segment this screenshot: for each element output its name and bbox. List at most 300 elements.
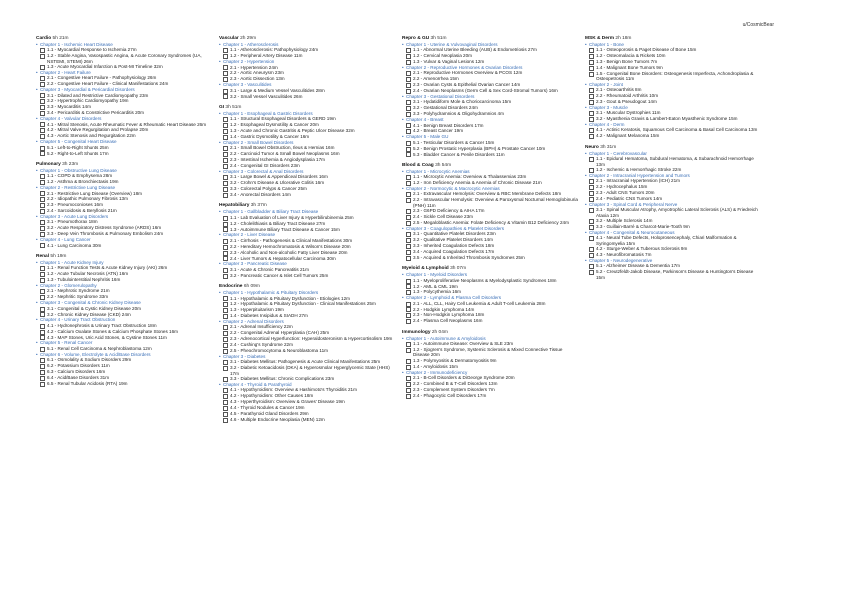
chapter-title: Chapter 1 - Autoimmune & Amyloidosis [406, 335, 486, 341]
system-duration: 5h 21m [52, 36, 69, 41]
lesson-title: 2.1 - ALL, CLL, Hairy Cell Leukemia & Adult T-cell Leukemia 28m [413, 300, 546, 306]
lesson-title: 1.1 - Abnormal Uterine Bleeding (AUB) & Endometriosis 27m [413, 47, 537, 53]
checkbox[interactable] [40, 226, 45, 231]
bullet-icon: • [36, 87, 38, 93]
checkbox[interactable] [223, 337, 228, 342]
lesson-title: 2.2 - Amenorrhea 15m [413, 76, 459, 82]
checkbox[interactable] [40, 266, 45, 271]
chapter-title: Chapter 2 - Restrictive Lung Disease [40, 185, 116, 191]
checkbox[interactable] [223, 308, 228, 313]
bullet-icon: • [219, 319, 221, 325]
checkbox[interactable] [589, 48, 594, 53]
checkbox[interactable] [406, 319, 411, 324]
checklist-item [36, 243, 211, 249]
chapter-title: Chapter 4 - Derm [589, 122, 625, 128]
checklist-item [585, 156, 760, 167]
lesson-title: 3.2 - Small Vessel Vasculitides 26m [230, 93, 303, 99]
lesson-title: 3.1 - Acute & Chronic Pancreatitis 21m [230, 266, 309, 272]
checkbox[interactable] [40, 122, 45, 127]
lesson-title: 1.1 - Lab Evaluation of Liver Injury & Hyperbilirubinemia 25m [230, 214, 354, 220]
bullet-icon: • [219, 82, 221, 88]
checkbox[interactable] [406, 100, 411, 105]
checkbox[interactable] [406, 256, 411, 261]
checkbox[interactable] [406, 232, 411, 237]
bullet-icon: • [219, 381, 221, 387]
system-section [402, 163, 578, 261]
lesson-title: 4.6 - Multiple Endocrine Neoplasia (MEN) 12m [230, 416, 325, 422]
system-duration: 3h 51m [430, 36, 447, 41]
chapter-title: Chapter 2 - Adrenal Disorders [223, 319, 284, 325]
system-duration: 2h 18m [615, 36, 632, 41]
checkbox[interactable] [40, 330, 45, 335]
checkbox[interactable] [406, 123, 411, 128]
checkbox[interactable] [40, 54, 45, 59]
checkbox[interactable] [223, 65, 228, 70]
chapter-title: Chapter 3 - Coagulopathies & Platelet Disorders [406, 225, 505, 231]
checkbox[interactable] [406, 54, 411, 59]
lesson-title: 1.1 - Epidural Hematoma, Subdural Hematoma, & Subarachnoid Hemorrhage 13m [596, 156, 754, 167]
lesson-title: 5.3 - Bladder Cancer & Penile Disorders 11m [413, 151, 505, 157]
lesson-title: 3.1 - Spinal Muscular Atrophy, Amyotrophic Lateral Sclerosis (ALS) & Friedreich Ataxia 12m [596, 207, 758, 218]
lesson-title: 2.2 - Idiopathic Pulmonary Fibrosis 13m [47, 196, 128, 202]
checkbox[interactable] [40, 151, 45, 156]
checkbox[interactable] [40, 48, 45, 53]
lesson-title: 4.3 - Hyperthyroidism: Overview & Graves' Disease 19m [230, 399, 345, 405]
lesson-title: 2.4 - Ovarian Neoplasms (Germ Cell & Sex Cord-Stromal Tumors) 16m [413, 88, 558, 94]
checkbox[interactable] [223, 158, 228, 163]
checkbox[interactable] [223, 123, 228, 128]
checkbox[interactable] [406, 250, 411, 255]
checkbox[interactable] [223, 400, 228, 405]
bullet-icon: • [402, 225, 404, 231]
lesson-title: 3.1 - Congenital & Cystic Kidney Disease 20m [47, 305, 141, 311]
lesson-title: 6.3 - Calcium Disorders 16m [47, 368, 106, 374]
column-3 [402, 36, 578, 404]
author-credit: u/CosmicBear [742, 22, 774, 28]
chapter-title: Chapter 3 - Pancreatic Disease [223, 261, 287, 267]
lesson-title: 3.3 - Polyhydramnios & Oligohydramnios 4m [413, 111, 504, 117]
checkbox[interactable] [40, 76, 45, 81]
checkbox[interactable] [406, 238, 411, 243]
checkbox[interactable] [406, 152, 411, 157]
checklist-item [36, 151, 211, 157]
lesson-title: 2.2 - Congenital Adrenal Hyperplasia (CAH) 25m [230, 330, 330, 336]
bullet-icon: • [585, 201, 587, 207]
chapter-title: Chapter 4 - Valvular Disorders [40, 116, 102, 122]
lesson-title: 2.2 - Intravascular Hemolysis: Overview & Paroxysmal Nocturnal Hemoglobinuria (PNH) 11m [413, 197, 578, 208]
checklist-item [585, 207, 760, 218]
checkbox[interactable] [589, 270, 594, 275]
bullet-icon: • [219, 139, 221, 145]
checkbox[interactable] [589, 111, 594, 116]
checkbox[interactable] [589, 179, 594, 184]
lesson-title: 3.3 - Myocarditis 14m [47, 104, 91, 110]
system-name: Immunology [402, 329, 431, 335]
checkbox[interactable] [406, 307, 411, 312]
checkbox[interactable] [406, 376, 411, 381]
checkbox[interactable] [223, 325, 228, 330]
chapter-title: Chapter 4 - Congenital & Neurocutaneous [589, 229, 675, 235]
checkbox[interactable] [589, 72, 594, 77]
checkbox[interactable] [406, 71, 411, 76]
checkbox[interactable] [223, 129, 228, 134]
checkbox[interactable] [40, 370, 45, 375]
checkbox[interactable] [589, 247, 594, 252]
chapter-title: Chapter 2 - Liver Disease [223, 232, 276, 238]
bullet-icon: • [36, 42, 38, 47]
chapter-title: Chapter 5 - Male GU [406, 134, 449, 140]
checkbox[interactable] [406, 141, 411, 146]
chapter-title: Chapter 3 - Gestational Disorders [406, 94, 475, 100]
chapter-title: Chapter 3 - Colorectal & Anal Disorders [223, 168, 304, 174]
checkbox[interactable] [406, 279, 411, 284]
lesson-title: 1.1 - Osteoporosis & Paget Disease of Bone 15m [596, 47, 697, 53]
lesson-title: 1.2 - Esophageal Dysmotility & Cancer 20m [230, 122, 319, 128]
lesson-title: 4.1 - Benign Breast Disorders 17m [413, 122, 484, 128]
checkbox[interactable] [406, 382, 411, 387]
bullet-icon: • [219, 209, 221, 215]
system-name: Vascular [219, 36, 239, 41]
lesson-title: 3.2 - Hypertrophic Cardiomyopathy 19m [47, 98, 129, 104]
checkbox[interactable] [40, 191, 45, 196]
lesson-title: 2.4 - Liver Tumors & Hepatocellular Carcinoma 30m [230, 255, 336, 261]
checklist-item [219, 273, 395, 279]
checkbox[interactable] [40, 128, 45, 133]
lesson-title: 2.2 - Carcinoid Tumor & Small Bowel Neoplasms 16m [230, 151, 340, 157]
checkbox[interactable] [406, 284, 411, 289]
checkbox[interactable] [223, 251, 228, 256]
checkbox[interactable] [40, 382, 45, 387]
system-duration: 3h 07m [450, 266, 467, 272]
checkbox[interactable] [223, 331, 228, 336]
lesson-title: 1.3 - Acute and Chronic Gastritis & Peptic Ulcer Disease 32m [230, 128, 355, 134]
system-duration: 3h 51m [225, 104, 242, 110]
checkbox[interactable] [223, 193, 228, 198]
checkbox[interactable] [406, 175, 411, 180]
checkbox[interactable] [223, 302, 228, 307]
lesson-title: 1.2 - Stable Angina, Vasospastic Angina, & Acute Coronary Syndromes (UA, NSTEMI, STEMI) 26m [47, 53, 202, 64]
lesson-title: 2.4 - Pediatric CNS Tumors 14m [596, 195, 663, 201]
checkbox[interactable] [589, 208, 594, 213]
chapter-title: Chapter 2 - Immunodeficiency [406, 369, 468, 375]
system-section [402, 330, 578, 399]
lesson-title: 1.3 - Polycythemia 16m [413, 289, 461, 295]
system-name: MSK & Derm [585, 36, 615, 41]
lesson-title: 2.1 - Intracranial Hypertension (ICH) 21m [596, 178, 680, 184]
lesson-title: 2.1 - Restrictive Lung Disease (Overview) 18m [47, 190, 142, 196]
lesson-title: 3.1 - Muscular Dystrophies 11m [596, 110, 661, 116]
checklist-item [219, 417, 395, 423]
checklist-item [585, 269, 760, 280]
checkbox[interactable] [40, 220, 45, 225]
lesson-title: 1.2 - Sjogren's Syndrome, Systemic Sclerosis & Mixed Connective Tissue Disease 20m [413, 347, 563, 358]
checkbox[interactable] [589, 157, 594, 162]
checkbox[interactable] [223, 146, 228, 151]
chapter-title: Chapter 1 - Bone [589, 42, 624, 47]
chapter-title: Chapter 3 - Diabetes [223, 353, 266, 359]
chapter-title: Chapter 3 - Acute Lung Disorders [40, 214, 109, 220]
bullet-icon: • [585, 229, 587, 235]
bullet-icon: • [36, 340, 38, 346]
checkbox[interactable] [223, 360, 228, 365]
chapter-title: Chapter 1 - Myeloid Disorders [406, 272, 468, 278]
checkbox[interactable] [406, 359, 411, 364]
checkbox[interactable] [223, 406, 228, 411]
lesson-title: 1.3 - Tubulointerstitial Nephritis 16m [47, 277, 121, 283]
checkbox[interactable] [406, 215, 411, 220]
system-duration: 3h 54m [435, 162, 452, 168]
checkbox[interactable] [406, 198, 411, 203]
bullet-icon: • [219, 261, 221, 267]
lesson-title: 3.4 - Anorectal Disorders 14m [230, 191, 291, 197]
bullet-icon: • [585, 104, 587, 110]
chapter-title: Chapter 1 - Atherosclerosis [223, 42, 279, 47]
chapter-title: Chapter 3 - Myocardial & Pericardial Disorders [40, 87, 135, 93]
bullet-icon: • [36, 214, 38, 220]
lesson-title: 4.3 - MAP Stones, Uric Acid Stones, & Cystine Stones 11m [47, 334, 167, 340]
lesson-title: 2.1 - Cirrhosis - Pathogenesis & Clinical Manifestations 30m [230, 237, 353, 243]
checkbox[interactable] [223, 343, 228, 348]
checkbox[interactable] [589, 219, 594, 224]
checkbox[interactable] [40, 197, 45, 202]
checkbox[interactable] [223, 71, 228, 76]
chapter-title: Chapter 1 - Ischemic Heart Disease [40, 42, 113, 47]
checkbox[interactable] [223, 268, 228, 273]
checkbox[interactable] [589, 54, 594, 59]
checkbox[interactable] [223, 366, 228, 371]
chapter-title: Chapter 2 - Joint [589, 81, 623, 87]
checkbox[interactable] [589, 60, 594, 65]
checkbox[interactable] [40, 324, 45, 329]
bullet-icon: • [402, 168, 404, 174]
checklist-item [219, 192, 395, 198]
checkbox[interactable] [406, 342, 411, 347]
lesson-title: 2.3 - Complement System Disorders 7m [413, 386, 495, 392]
checkbox[interactable] [223, 296, 228, 301]
checkbox[interactable] [223, 181, 228, 186]
checkbox[interactable] [223, 216, 228, 221]
lesson-title: 4.2 - Sturge-Weber & Tuberous Sclerosis 9m [596, 246, 688, 252]
bullet-icon: • [219, 353, 221, 359]
checkbox[interactable] [40, 358, 45, 363]
checklist-item [585, 133, 760, 139]
checkbox[interactable] [223, 412, 228, 417]
lesson-title: 1.2 - Acute Tubular Necrosis (ATN) 16m [47, 271, 129, 277]
checklist-item [402, 318, 578, 324]
system-duration: 6h 09m [243, 284, 260, 290]
lesson-title: 3.1 - Pneumothorax 18m [47, 219, 98, 225]
lesson-title: 2.3 - Non-Hodgkin Lymphoma 18m [413, 312, 485, 318]
bullet-icon: • [36, 317, 38, 323]
checkbox[interactable] [223, 94, 228, 99]
checkbox[interactable] [40, 99, 45, 104]
checkbox[interactable] [406, 77, 411, 82]
checkbox[interactable] [406, 48, 411, 53]
lesson-title: 2.1 - B-Cell Disorders & DiGeorge Syndrome 20m [413, 375, 515, 381]
lesson-title: 1.3 - Vulvar & Vaginal Lesions 12m [413, 59, 485, 65]
checkbox[interactable] [40, 203, 45, 208]
lesson-title: 5.2 - Right-to-Left Shunts 17m [47, 150, 109, 156]
checkbox[interactable] [40, 364, 45, 369]
bullet-icon: • [585, 172, 587, 178]
checkbox[interactable] [406, 147, 411, 152]
lesson-title: 4.1 - Hydronephrosis & Urinary Tract Obstruction 18m [47, 322, 157, 328]
checkbox[interactable] [40, 376, 45, 381]
system-duration: 2h 04m [431, 329, 448, 335]
checkbox[interactable] [223, 418, 228, 423]
checkbox[interactable] [223, 274, 228, 279]
chapter-title: Chapter 2 - Glomerulopathy [40, 283, 97, 289]
lesson-title: 2.2 - Combined B & T-Cell Disorders 13m [413, 380, 498, 386]
chapter-title: Chapter 3 - Congenital & Chronic Kidney Disease [40, 300, 141, 306]
checkbox[interactable] [223, 89, 228, 94]
system-duration: 5h 19m [50, 253, 67, 259]
bullet-icon: • [36, 300, 38, 306]
lesson-title: 2.1 - Congestive Heart Failure - Pathophysiology 26m [47, 75, 157, 81]
checkbox[interactable] [40, 243, 45, 248]
checkbox[interactable] [406, 192, 411, 197]
lesson-title: 3.1 - Dilated and Restrictive Cardiomyopathy 23m [47, 92, 149, 98]
checkbox[interactable] [589, 128, 594, 133]
checkbox[interactable] [223, 388, 228, 393]
checkbox[interactable] [589, 185, 594, 190]
lesson-title: 3.5 - Acquired & Inherited Thrombosis Syndromes 25m [413, 254, 525, 260]
bullet-icon: • [402, 369, 404, 375]
bullet-icon: • [36, 283, 38, 289]
checkbox[interactable] [40, 105, 45, 110]
chapter-title: Chapter 3 - Spinal Cord & Peripheral Nerve [589, 201, 678, 207]
bullet-icon: • [36, 351, 38, 357]
bullet-icon: • [402, 42, 404, 47]
checkbox[interactable] [406, 313, 411, 318]
checkbox[interactable] [223, 152, 228, 157]
chapter-title: Chapter 1 - Uterine & Vulvovaginal Disorders [406, 42, 498, 47]
checkbox[interactable] [589, 236, 594, 241]
lesson-title: 4.1 - Neural Tube Defects, Holoprosencephaly, Chiari Malformation & Syringomyelia 15m [596, 235, 737, 246]
lesson-title: 1.1 - Microcytic Anemia: Overview & Thalassemias 23m [413, 174, 527, 180]
chapter-title: Chapter 4 - Lung Cancer [40, 237, 91, 243]
lesson-title: 1.2 - Cervical Neoplasia 20m [413, 53, 472, 59]
checkbox[interactable] [406, 83, 411, 88]
checklist-item [402, 393, 578, 399]
checkbox[interactable] [223, 394, 228, 399]
bullet-icon: • [219, 168, 221, 174]
checkbox[interactable] [406, 106, 411, 111]
checklist-item [402, 197, 578, 208]
checkbox[interactable] [223, 245, 228, 250]
system-section [36, 162, 211, 249]
checkbox[interactable] [40, 289, 45, 294]
bullet-icon: • [402, 186, 404, 192]
lesson-title: 2.1 - Small Bowel Obstruction, Ileus & Hernias 16m [230, 145, 335, 151]
checkbox[interactable] [589, 94, 594, 99]
lesson-title: 2.4 - Sickle Cell Disease 23m [413, 214, 473, 220]
lesson-title: 3.2 - Acute Respiratory Distress Syndrome (ARDS) 16m [47, 225, 162, 231]
chapter-title: Chapter 1 - Esophageal & Gastric Disorders [223, 110, 313, 116]
chapter-title: Chapter 5 - Renal Cancer [40, 340, 93, 346]
checkbox[interactable] [223, 239, 228, 244]
chapter-title: Chapter 5 - Neurodegenerative [589, 257, 653, 263]
lesson-title: 5.1 - Left-to-Right Shunts 25m [47, 144, 109, 150]
system-section [402, 266, 578, 324]
lesson-title: 6.2 - Potassium Disorders 11m [47, 363, 110, 369]
bullet-icon: • [402, 295, 404, 301]
checkbox[interactable] [223, 48, 228, 53]
lesson-title: 3.2 - Diabetic Ketoacidosis (DKA) & Hyperosmolar Hyperglycemic State (HHS) 17m [230, 365, 390, 376]
checkbox[interactable] [406, 244, 411, 249]
lesson-title: 3.3 - Colorectal Polyps & Cancer 25m [230, 186, 307, 192]
lesson-title: 1.4 - Amyloidosis 15m [413, 363, 458, 369]
lesson-title: 1.2 - Peripheral Artery Disease 11m [230, 53, 303, 59]
checkbox[interactable] [223, 222, 228, 227]
lesson-title: 1.5 - Congenital Bone Disorders: Osteogenesis Imperfecta, Achondroplasia & Osteopetrosis 11m [596, 70, 754, 82]
checkbox[interactable] [589, 191, 594, 196]
chapter-title: Chapter 2 - Hypertension [223, 59, 275, 65]
checkbox[interactable] [406, 348, 411, 353]
checkbox[interactable] [223, 175, 228, 180]
system-name: Pulmonary [36, 161, 61, 167]
chapter-title: Chapter 4 - Thyroid & Parathyroid [223, 381, 292, 387]
lesson-title: 2.3 - Gout & Pseudogout 14m [596, 98, 657, 104]
bullet-icon: • [402, 94, 404, 100]
checkbox[interactable] [589, 88, 594, 93]
lesson-title: 2.5 - Pheochromocytoma & Neuroblastoma 11m [230, 348, 328, 354]
chapter-title: Chapter 5 - Congenital Heart Disease [40, 139, 117, 145]
checkbox[interactable] [40, 93, 45, 98]
checkbox[interactable] [40, 174, 45, 179]
chapter-title: Chapter 1 - Hypothalamic & Pituitary Disorders [223, 290, 319, 296]
lesson-title: 1.3 - Benign Bone Tumors 7m [596, 59, 658, 65]
system-name: Repro & GU [402, 36, 430, 41]
checkbox[interactable] [223, 117, 228, 122]
lesson-title: 5.1 - Renal Cell Carcinoma & Nephroblastoma 12m [47, 345, 152, 351]
checkbox[interactable] [589, 66, 594, 71]
system-section [36, 254, 211, 387]
system-name: GI [219, 104, 225, 110]
chapter-title: Chapter 3 - Vasculitides [223, 82, 272, 88]
checkbox[interactable] [589, 134, 594, 139]
checkbox[interactable] [40, 307, 45, 312]
lesson-title: 3.1 - Large & Medium Vessel Vasculitides 28m [230, 87, 325, 93]
lesson-title: 1.2 - Iron Deficiency Anemia & Anemia of Chronic Disease 21m [413, 180, 542, 186]
lesson-title: 2.4 - Sarcoidosis & Beryllosis 21m [47, 208, 117, 214]
checkbox[interactable] [406, 388, 411, 393]
lesson-title: 2.3 - Alcoholic and Non-alcoholic Fatty Liver Disease 20m [230, 249, 348, 255]
bullet-icon: • [36, 167, 38, 173]
checkbox[interactable] [223, 187, 228, 192]
lesson-title: 3.4 - Acquired Coagulation Defects 17m [413, 248, 495, 254]
checklist-item [402, 255, 578, 261]
lesson-title: 1.3 - Acute Myocardial Infarction & Post-MI Timeline 32m [47, 64, 163, 70]
lesson-title: 2.4 - Congenital GI Disorders 23m [230, 163, 300, 168]
lesson-title: 1.1 - Structural Esophageal Disorders & GERD 19m [230, 116, 336, 122]
lesson-title: 2.3 - G6PD Deficiency & AIHA 17m [413, 208, 485, 214]
checkbox[interactable] [406, 394, 411, 399]
lesson-title: 3.4 - Pericarditis & Constrictive Pericarditis 20m [47, 110, 145, 116]
column-2 [219, 36, 395, 428]
chapter-title: Chapter 2 - Lymphoid & Plasma Cell Disorders [406, 295, 502, 301]
checkbox[interactable] [406, 209, 411, 214]
lesson-title: 2.1 - Nephrotic Syndrome 21m [47, 288, 110, 294]
checkbox[interactable] [406, 302, 411, 307]
checkbox[interactable] [589, 264, 594, 269]
chapter-title: Chapter 4 - Breast [406, 117, 444, 123]
lesson-title: 3.1 - Diabetes Mellitus: Pathogenesis & Acute Clinical Manifestations 25m [230, 359, 381, 365]
checkbox[interactable] [40, 272, 45, 277]
checkbox[interactable] [40, 146, 45, 151]
chapter-title: Chapter 6 - Volume, Electrolyte & Acid/Base Disorders [40, 351, 151, 357]
lesson-title: 3.2 - Multiple Sclerosis 14m [596, 218, 653, 224]
